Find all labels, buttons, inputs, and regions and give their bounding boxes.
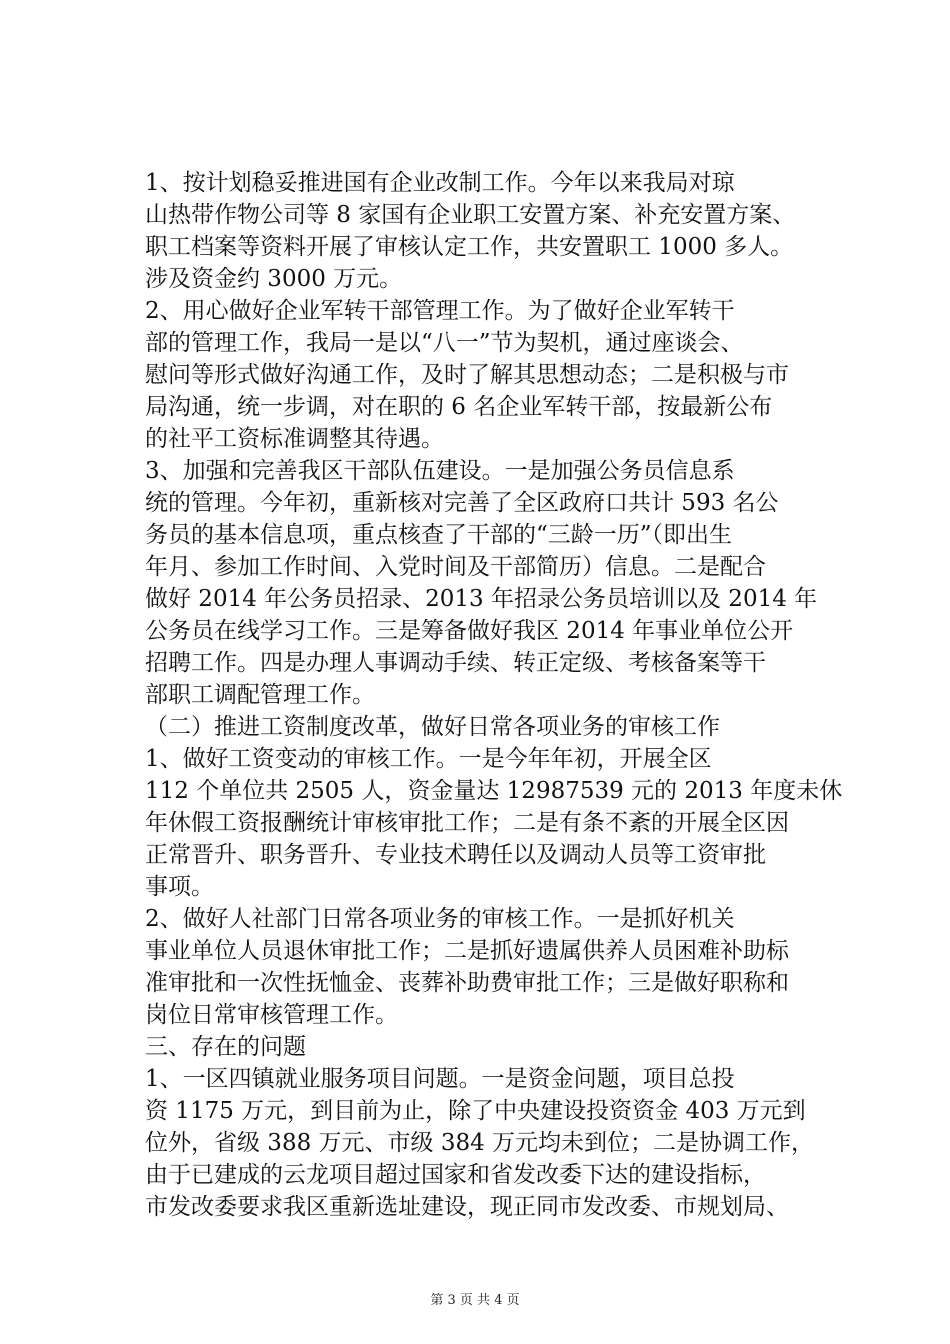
text-line: 位外，省级 388 万元、市级 384 万元均未到位；二是协调工作，	[145, 1130, 815, 1156]
text-line: 慰问等形式做好沟通工作，及时了解其思想动态；二是积极与市	[145, 362, 789, 388]
text-line: 1、一区四镇就业服务项目问题。一是资金问题，项目总投	[145, 1066, 735, 1092]
text-line: 事业单位人员退休审批工作；二是抓好遗属供养人员困难补助标	[145, 938, 789, 964]
text-line: 2、用心做好企业军转干部管理工作。为了做好企业军转干	[145, 298, 735, 324]
page-number-footer: 第 3 页 共 4 页	[430, 1293, 520, 1308]
text-line: 1、做好工资变动的审核工作。一是今年年初，开展全区	[145, 746, 712, 772]
section-heading: （二）推进工资制度改革，做好日常各项业务的审核工作	[145, 714, 720, 740]
text-line: 部的管理工作，我局一是以“八一”节为契机，通过座谈会、	[145, 330, 744, 356]
text-line: 职工档案等资料开展了审核认定工作，共安置职工 1000 多人。	[145, 234, 794, 260]
text-line: 公务员在线学习工作。三是筹备做好我区 2014 年事业单位公开	[145, 618, 794, 644]
text-line: 的社平工资标准调整其待遇。	[145, 426, 444, 452]
text-line: 部职工调配管理工作。	[145, 682, 375, 708]
text-line: 年月、参加工作时间、入党时间及干部简历）信息。二是配合	[145, 554, 766, 580]
text-line: 2、做好人社部门日常各项业务的审核工作。一是抓好机关	[145, 906, 735, 932]
text-line: 事项。	[145, 874, 214, 900]
text-line: 山热带作物公司等 8 家国有企业职工安置方案、补充安置方案、	[145, 202, 796, 228]
text-line: 统的管理。今年初，重新核对完善了全区政府口共计 593 名公	[145, 490, 779, 516]
text-line: 局沟通，统一步调，对在职的 6 名企业军转干部，按最新公布	[145, 394, 773, 420]
text-line: 涉及资金约 3000 万元。	[145, 266, 403, 292]
text-line: 市发改委要求我区重新选址建设，现正同市发改委、市规划局、	[145, 1194, 789, 1220]
text-line: 1、按计划稳妥推进国有企业改制工作。今年以来我局对琼	[145, 170, 735, 196]
text-line: 准审批和一次性抚恤金、丧葬补助费审批工作；三是做好职称和	[145, 970, 789, 996]
section-heading: 三、存在的问题	[145, 1034, 306, 1060]
text-line: 年休假工资报酬统计审核审批工作；二是有条不紊的开展全区因	[145, 810, 789, 836]
text-line: 正常晋升、职务晋升、专业技术聘任以及调动人员等工资审批	[145, 842, 766, 868]
text-line: 3、加强和完善我区干部队伍建设。一是加强公务员信息系	[145, 458, 735, 484]
text-line: 112 个单位共 2505 人，资金量达 12987539 元的 2013 年度未休	[145, 778, 843, 804]
text-line: 由于已建成的云龙项目超过国家和省发改委下达的建设指标，	[145, 1162, 766, 1188]
text-line: 资 1175 万元，到目前为止，除了中央建设投资资金 403 万元到	[145, 1098, 806, 1124]
text-line: 做好 2014 年公务员招录、2013 年招录公务员培训以及 2014 年	[145, 586, 818, 612]
text-line: 务员的基本信息项，重点核查了干部的“三龄一历”（即出生	[145, 522, 733, 548]
text-line: 岗位日常审核管理工作。	[145, 1002, 398, 1028]
text-line: 招聘工作。四是办理人事调动手续、转正定级、考核备案等干	[145, 650, 766, 676]
